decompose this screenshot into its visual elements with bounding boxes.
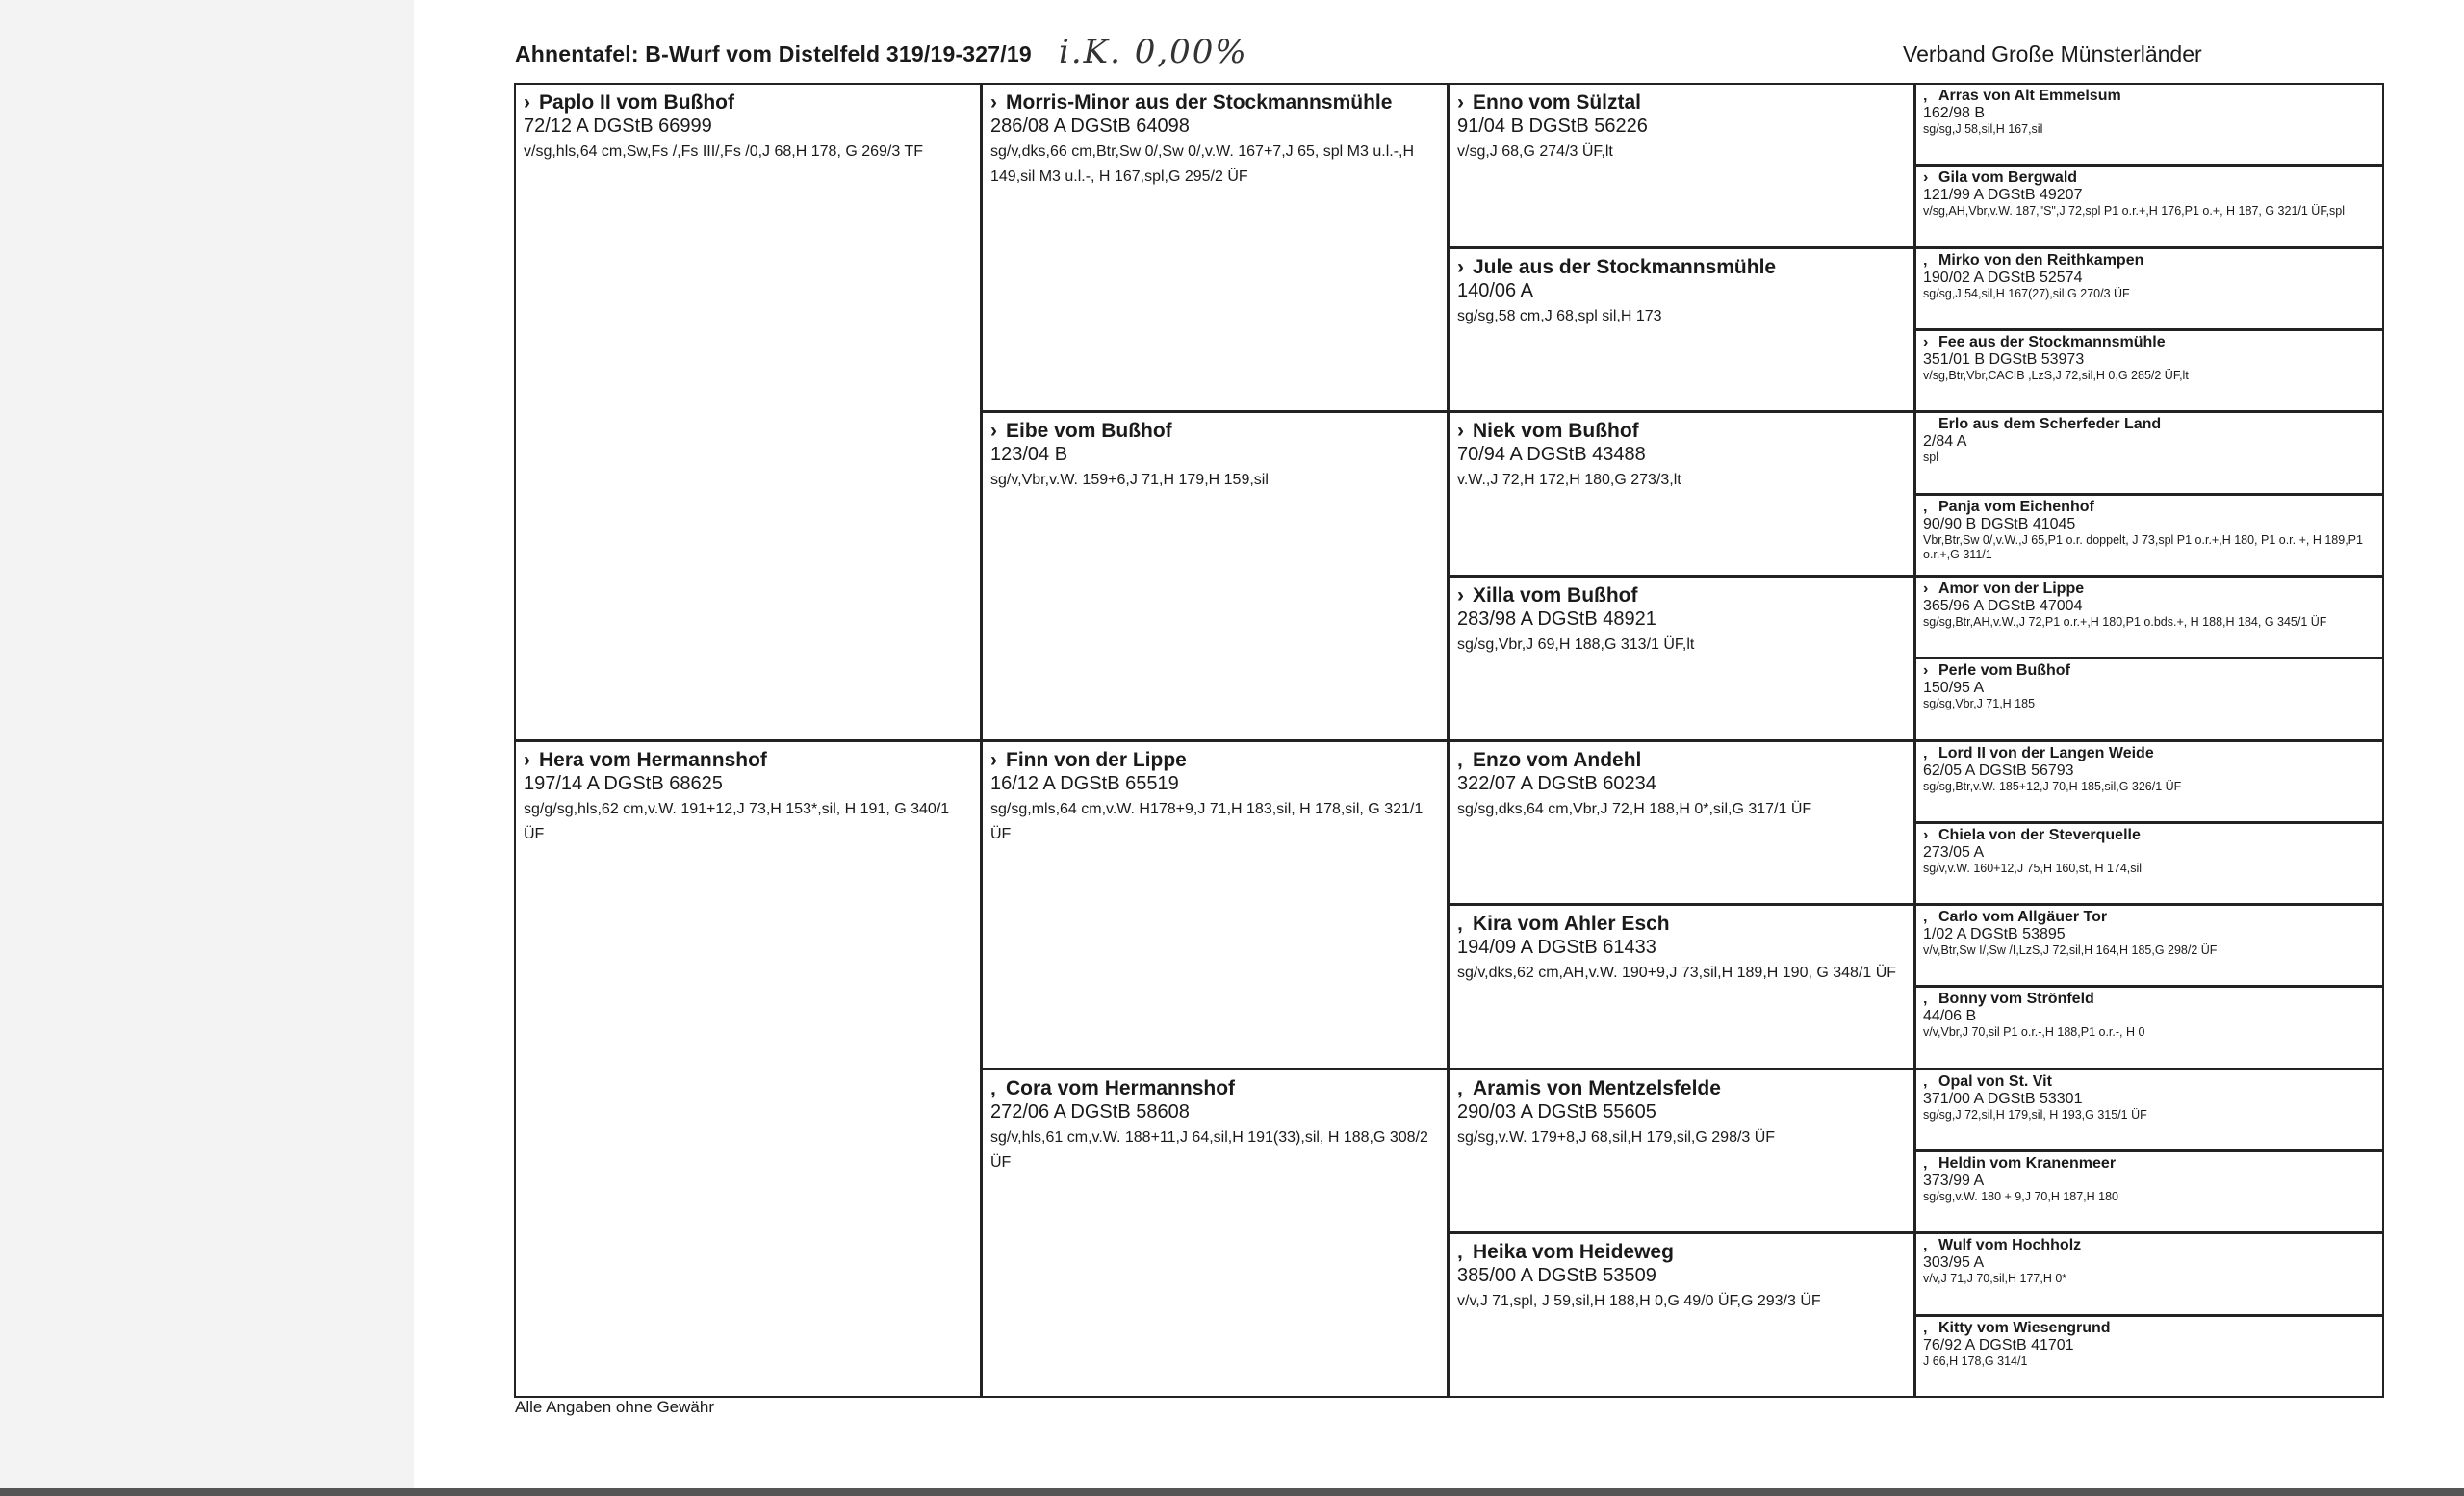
ancestor-cell-gen3 (1448, 83, 1915, 248)
ancestor-name: Gila vom Bergwald (1938, 169, 2078, 187)
sex-mark: › (1457, 91, 1464, 114)
sex-mark: › (1923, 826, 1929, 843)
registration-number: 385/00 A DGStB 53509 (1457, 1265, 1656, 1287)
ancestor-name: Niek vom Bußhof (1473, 420, 1639, 443)
ancestor-name-row (1923, 252, 2375, 270)
ancestor-cell-gen4 (1914, 83, 2384, 166)
sex-mark: ‚ (1923, 88, 1928, 104)
ancestor-cell-gen4 (1914, 904, 2384, 987)
ancestor-name: Kitty vom Wiesengrund (1938, 1319, 2111, 1336)
ancestor-name: Mirko von den Reithkampen (1938, 251, 2144, 269)
ancestor-cell-gen4 (1914, 1150, 2384, 1233)
ancestor-name: Bonny vom Strönfeld (1938, 991, 2094, 1008)
registration-number: 272/06 A DGStB 58608 (990, 1100, 1190, 1122)
ancestor-cell-gen2 (981, 1069, 1449, 1398)
sex-mark: ‚ (990, 1076, 996, 1099)
registration-number: 373/99 A (1923, 1173, 1985, 1190)
ancestor-name-row (1457, 583, 1906, 607)
performance-details: sg/v,v.W. 160+12,J 75,H 160,st, H 174,sil (1923, 861, 2143, 875)
ancestor-name: Jule aus der Stockmannsmühle (1473, 255, 1777, 278)
ancestor-name: Finn von der Lippe (1006, 748, 1187, 771)
ancestor-cell-gen1 (514, 83, 982, 741)
sex-mark: ‚ (1923, 1072, 1928, 1090)
ancestor-cell-gen3 (1448, 1069, 1915, 1234)
registration-number: 1/02 A DGStB 53895 (1923, 926, 2066, 943)
ancestor-name-row (1457, 748, 1906, 772)
ancestor-cell-gen4 (1914, 494, 2384, 577)
performance-details: v/sg,J 68,G 274/3 ÜF,lt (1457, 143, 1613, 160)
registration-number: 351/01 B DGStB 53973 (1923, 350, 2085, 368)
ancestor-name-row (524, 90, 972, 115)
ancestor-name-row (990, 419, 1439, 443)
registration-number: 273/05 A (1923, 843, 1985, 861)
ancestor-name: Wulf vom Hochholz (1938, 1237, 2082, 1254)
registration-number: 123/04 B (990, 444, 1068, 466)
registration-number: 150/95 A (1923, 680, 1985, 697)
performance-details: sg/sg,58 cm,J 68,spl sil,H 173 (1457, 307, 1662, 324)
performance-details: v/v,Vbr,J 70,sil P1 o.r.-,H 188,P1 o.r.-, H 0 (1923, 1025, 2145, 1040)
ancestor-name: Aramis von Mentzelsfelde (1473, 1076, 1721, 1099)
sex-mark: › (990, 748, 997, 771)
sex-mark: ‚ (1923, 909, 1928, 926)
ancestor-name-row (1457, 90, 1906, 115)
sex-mark: › (524, 748, 530, 771)
ancestor-cell-gen3 (1448, 411, 1915, 577)
handwritten-note: i.K. 0,00% (1059, 33, 1248, 71)
ancestor-name: Erlo aus dem Scherfeder Land (1938, 416, 2162, 433)
performance-details: sg/g/sg,hls,62 cm,v.W. 191+12,J 73,H 153*,sil, H 191, G 340/1 ÜF (524, 800, 950, 842)
ancestor-name: Panja vom Eichenhof (1938, 498, 2094, 515)
ancestor-name: Arras von Alt Emmelsum (1938, 88, 2121, 104)
performance-details: v/v,J 71,spl, J 59,sil,H 188,H 0,G 49/0 ÜF,G 293/3 ÜF (1457, 1293, 1821, 1310)
ancestor-name-row (990, 748, 1439, 772)
ancestor-name-row (1457, 912, 1906, 936)
registration-number: 44/06 B (1923, 1008, 1977, 1025)
performance-details: sg/sg,v.W. 180 + 9,J 70,H 187,H 180 (1923, 1190, 2119, 1204)
registration-number: 16/12 A DGStB 65519 (990, 772, 1179, 794)
ancestor-name: Enzo vom Andehl (1473, 748, 1642, 771)
ancestor-name-row (1923, 909, 2375, 926)
ancestor-cell-gen4 (1914, 411, 2384, 494)
performance-details: Vbr,Btr,Sw 0/,v.W.,J 65,P1 o.r. doppelt, J 73,spl P1 o.r.+,H 180, P1 o.r. +, H 189,P1 o.r.+,G 311/1 (1923, 532, 2363, 561)
sex-mark: ‚ (1923, 744, 1928, 761)
ancestor-name-row (1923, 662, 2375, 680)
sex-mark: › (990, 91, 997, 114)
performance-details: sg/sg,dks,64 cm,Vbr,J 72,H 188,H 0*,sil,G 317/1 ÜF (1457, 800, 1812, 817)
performance-details: sg/sg,Btr,AH,v.W.,J 72,P1 o.r.+,H 180,P1 o.bds.+, H 188,H 184, G 345/1 ÜF (1923, 614, 2327, 629)
sex-mark: › (1457, 583, 1464, 606)
sex-mark: ‚ (1923, 991, 1928, 1008)
ancestor-name: Heika vom Heideweg (1473, 1241, 1674, 1264)
pedigree-title: Ahnentafel: B-Wurf vom Distelfeld 319/19-327/19 (515, 41, 1032, 66)
performance-details: sg/sg,J 54,sil,H 167(27),sil,G 270/3 ÜF (1923, 286, 2130, 300)
performance-details: sg/v,hls,61 cm,v.W. 188+11,J 64,sil,H 191(33),sil, H 188,G 308/2 ÜF (990, 1128, 1428, 1171)
registration-number: 70/94 A DGStB 43488 (1457, 444, 1646, 466)
registration-number: 286/08 A DGStB 64098 (990, 116, 1190, 137)
ancestor-name-row (1923, 169, 2375, 187)
ancestor-name: Xilla vom Bußhof (1473, 583, 1638, 606)
sex-mark: ‚ (1923, 1319, 1928, 1336)
registration-number: 322/07 A DGStB 60234 (1457, 772, 1656, 794)
performance-details: sg/v,Vbr,v.W. 159+6,J 71,H 179,H 159,sil (990, 472, 1269, 489)
disclaimer: Alle Angaben ohne Gewähr (515, 1398, 714, 1416)
ancestor-cell-gen4 (1914, 822, 2384, 905)
ancestor-name-row (1923, 991, 2375, 1008)
registration-number: 121/99 A DGStB 49207 (1923, 187, 2083, 204)
ancestor-name: Morris-Minor aus der Stockmannsmühle (1006, 91, 1393, 114)
ancestor-name-row (1457, 1076, 1906, 1100)
registration-number: 371/00 A DGStB 53301 (1923, 1090, 2083, 1107)
sex-mark: ‚ (1923, 498, 1928, 515)
performance-details: v/sg,AH,Vbr,v.W. 187,"S",J 72,spl P1 o.r.+,H 176,P1 o.+, H 187, G 321/1 ÜF,spl (1923, 204, 2346, 219)
sex-mark: ‚ (1923, 1237, 1928, 1254)
sex-mark: ‚ (1457, 1241, 1463, 1264)
registration-number: 2/84 A (1923, 433, 1967, 451)
performance-details: sg/v,dks,66 cm,Btr,Sw 0/,Sw 0/,v.W. 167+7,J 65, spl M3 u.l.-,H 149,sil M3 u.l.-, H 167,spl,G 295/2 ÜF (990, 143, 1415, 185)
ancestor-cell-gen3 (1448, 247, 1915, 413)
ancestor-name-row (1923, 88, 2375, 105)
ancestor-name-row (1457, 255, 1906, 279)
sex-mark: › (1457, 255, 1464, 278)
ancestor-name: Opal von St. Vit (1938, 1072, 2052, 1090)
ancestor-cell-gen4 (1914, 1069, 2384, 1151)
registration-number: 303/95 A (1923, 1254, 1985, 1272)
ancestor-name: Enno vom Sülztal (1473, 91, 1642, 114)
performance-details: sg/sg,Vbr,J 69,H 188,G 313/1 ÜF,lt (1457, 635, 1695, 653)
sex-mark: ‚ (1457, 1076, 1463, 1099)
registration-number: 140/06 A (1457, 279, 1533, 301)
registration-number: 283/98 A DGStB 48921 (1457, 607, 1656, 630)
ancestor-cell-gen1 (514, 740, 982, 1399)
performance-details: sg/v,dks,62 cm,AH,v.W. 190+9,J 73,sil,H 189,H 190, G 348/1 ÜF (1457, 965, 1897, 982)
ancestor-cell-gen2 (981, 411, 1449, 740)
ancestor-name: Heldin vom Kranenmeer (1938, 1155, 2117, 1173)
ancestor-name: Fee aus der Stockmannsmühle (1938, 333, 2166, 350)
sex-mark: ‚ (1457, 748, 1463, 771)
performance-details: sg/sg,v.W. 179+8,J 68,sil,H 179,sil,G 298/3 ÜF (1457, 1128, 1776, 1146)
registration-number: 197/14 A DGStB 68625 (524, 772, 723, 794)
performance-details: v.W.,J 72,H 172,H 180,G 273/3,lt (1457, 472, 1681, 489)
ancestor-name: Paplo II vom Bußhof (539, 91, 734, 114)
scan-margin (0, 0, 414, 1496)
ancestor-cell-gen3 (1448, 1232, 1915, 1398)
registration-number: 290/03 A DGStB 55605 (1457, 1100, 1656, 1122)
sex-mark: ‚ (1923, 1155, 1928, 1173)
sex-mark: › (990, 420, 997, 443)
ancestor-name: Eibe vom Bußhof (1006, 420, 1172, 443)
sex-mark: ‚ (1923, 251, 1928, 269)
performance-details: sg/sg,Btr,v.W. 185+12,J 70,H 185,sil,G 326/1 ÜF (1923, 779, 2182, 793)
performance-details: J 66,H 178,G 314/1 (1923, 1354, 2028, 1368)
ancestor-name-row (1923, 334, 2375, 351)
sex-mark: › (524, 91, 530, 114)
ancestor-name-row (990, 1076, 1439, 1100)
ancestor-name: Chiela von der Steverquelle (1938, 826, 2141, 843)
ancestor-cell-gen4 (1914, 247, 2384, 330)
ancestor-name: Cora vom Hermannshof (1006, 1076, 1236, 1099)
performance-details: v/v,Btr,Sw I/,Sw /I,LzS,J 72,sil,H 164,H 185,G 298/2 ÜF (1923, 943, 2218, 958)
sex-mark: › (1923, 662, 1929, 680)
performance-details: sg/sg,J 58,sil,H 167,sil (1923, 122, 2043, 136)
ancestor-cell-gen4 (1914, 658, 2384, 740)
ancestor-name-row (1923, 1320, 2375, 1337)
performance-details: sg/sg,mls,64 cm,v.W. H178+9,J 71,H 183,sil, H 178,sil, G 321/1 ÜF (990, 800, 1424, 842)
ancestor-cell-gen2 (981, 740, 1449, 1070)
performance-details: sg/sg,J 72,sil,H 179,sil, H 193,G 315/1 ÜF (1923, 1107, 2147, 1122)
ancestor-cell-gen4 (1914, 740, 2384, 823)
performance-details: v/sg,Btr,Vbr,CACIB ,LzS,J 72,sil,H 0,G 285/2 ÜF,lt (1923, 368, 2189, 382)
registration-number: 91/04 B DGStB 56226 (1457, 116, 1648, 137)
performance-details: spl (1923, 451, 1938, 465)
performance-details: v/sg,hls,64 cm,Sw,Fs /,Fs III/,Fs /0,J 68,H 178, G 269/3 TF (524, 143, 923, 160)
sex-mark: › (1457, 420, 1464, 443)
ancestor-name-row (1457, 1240, 1906, 1264)
ancestor-name: Perle vom Bußhof (1938, 662, 2070, 680)
ancestor-cell-gen3 (1448, 740, 1915, 906)
ancestor-name-row (1923, 745, 2375, 762)
ancestor-name-row (1923, 416, 2375, 433)
ancestor-name-row (1457, 419, 1906, 443)
ancestor-name: Hera vom Hermannshof (539, 748, 767, 771)
ancestor-cell-gen4 (1914, 165, 2384, 247)
scan-bottom-edge (0, 1488, 2464, 1496)
ancestor-cell-gen4 (1914, 1232, 2384, 1315)
ancestor-name-row (524, 748, 972, 772)
registration-number: 72/12 A DGStB 66999 (524, 116, 712, 137)
ancestor-cell-gen3 (1448, 576, 1915, 741)
registration-number: 90/90 B DGStB 41045 (1923, 515, 2076, 532)
ancestor-name: Lord II von der Langen Weide (1938, 744, 2154, 761)
performance-details: v/v,J 71,J 70,sil,H 177,H 0* (1923, 1272, 2067, 1286)
sex-mark: › (1923, 169, 1929, 187)
registration-number: 365/96 A DGStB 47004 (1923, 597, 2083, 614)
organization-name: Verband Große Münsterländer (1903, 41, 2202, 66)
ancestor-name: Carlo vom Allgäuer Tor (1938, 909, 2108, 926)
ancestor-cell-gen3 (1448, 904, 1915, 1070)
ancestor-cell-gen4 (1914, 576, 2384, 658)
sex-mark: ‚ (1457, 913, 1463, 936)
performance-details: sg/sg,Vbr,J 71,H 185 (1923, 697, 2036, 711)
registration-number: 76/92 A DGStB 41701 (1923, 1336, 2074, 1354)
ancestor-cell-gen2 (981, 83, 1449, 412)
ancestor-name-row (1923, 827, 2375, 844)
registration-number: 62/05 A DGStB 56793 (1923, 761, 2074, 779)
registration-number: 190/02 A DGStB 52574 (1923, 269, 2083, 286)
ancestor-cell-gen4 (1914, 986, 2384, 1069)
registration-number: 162/98 B (1923, 105, 1986, 121)
ancestor-name: Kira vom Ahler Esch (1473, 913, 1670, 936)
ancestor-name-row (1923, 499, 2375, 516)
ancestor-name-row (1923, 580, 2375, 598)
pedigree-grid (515, 84, 2384, 1398)
sex-mark: › (1923, 580, 1929, 597)
sex-mark: › (1923, 333, 1929, 350)
ancestor-name-row (1923, 1237, 2375, 1254)
ancestor-name-row (1923, 1155, 2375, 1173)
registration-number: 194/09 A DGStB 61433 (1457, 937, 1656, 959)
ancestor-cell-gen4 (1914, 329, 2384, 412)
ancestor-name: Amor von der Lippe (1938, 580, 2085, 597)
ancestor-name-row (1923, 1073, 2375, 1091)
ancestor-cell-gen4 (1914, 1315, 2384, 1398)
ancestor-name-row (990, 90, 1439, 115)
